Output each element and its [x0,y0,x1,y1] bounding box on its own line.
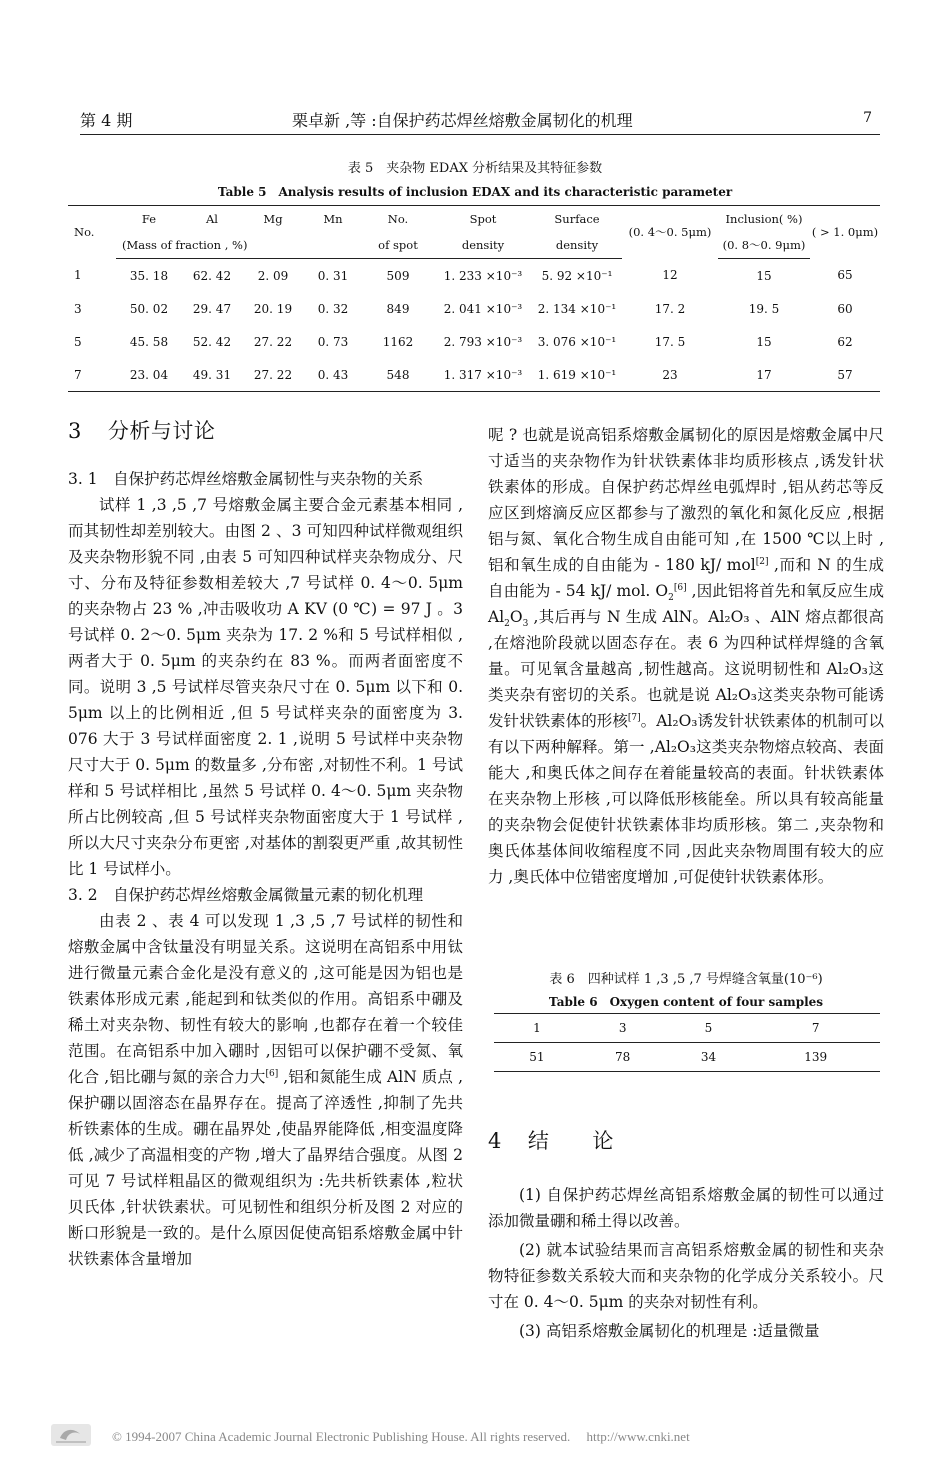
cell-range-2: 17 [718,358,810,392]
table5-caption-en: Table 5 Analysis results of inclusion EDAX and its characteristic parameter [217,185,733,199]
cell-range-3: 65 [837,268,853,283]
cell-mg: 27. 22 [253,334,293,349]
cell-spots: 548 [362,358,434,392]
cell-range-3: 60 [837,301,853,316]
cell-fe: 50. 02 [129,301,169,316]
paragraph-text: ,因此铝将首先和氧反应生成 Al [488,582,885,626]
oxygen-value: 51 [494,1043,580,1072]
th-fe: Fe [116,206,182,233]
th-mn: Mn [304,206,362,233]
sample-label: 3 [580,1014,666,1043]
cell-range-2: 15 [756,268,772,283]
th-no-spot-1: No. [362,206,434,233]
table5-caption-cn: 表 5 夹杂物 EDAX 分析结果及其特征参数 [347,161,603,176]
cell-range-2: 19. 5 [748,301,780,316]
cell-spot-density: 1. 233 ×10⁻³ [443,268,523,283]
publisher-logo-icon [50,1422,94,1448]
th-surface-density-1: Surface [532,206,622,233]
sample-label: 7 [751,1014,880,1043]
cell-surface-density: 3. 076 ×10⁻¹ [537,334,617,349]
running-header [80,108,880,135]
issue-label: 第 4 期 [80,111,133,130]
cell-no: 1 [74,268,82,283]
th-al: Al [182,206,242,233]
paragraph-text: 由表 2 、表 4 可以发现 1 ,3 ,5 ,7 号试样的韧性和熔敷金属中含钛量没有明显关系。这说明在高铝系中用钛进行微量元素合金化是没有意义的 ,这可能是因为铝也是铁素体形成元素 ,能起到和钛类似的作用。高铝系中硼及稀土对夹杂物、韧性有较大的影响 ,也都存在着一个较佳范围。在高铝系中加入硼时 ,因铝可以保护硼不受氮、氧化合 ,铝比硼与氮的亲合力大 [68,912,463,1086]
paragraph-text: ,铝和氮能生成 AlN 质点 ,保护硼以固溶态在晶界存在。提高了淬透性 ,抑制了先共析铁素体的生成。硼在晶界处 ,使晶界能降低 ,相变温度降低 ,减少了高温相变的产物 ,增大了晶界结合强度。从图 2 可见 7 号试样粗晶区的微观组织为 :先共析铁素体 ,粒状贝氏体 ,针状铁素状。可见韧性和组织分析及图 2 对应的断口形貌是一致的。是什么原因促使高铝系熔敷金属中针状铁素体含量增加 [68,1068,463,1268]
th-range-3: ( > 1. 0μm) [810,206,880,259]
citation-ref: [2] [755,556,769,567]
copyright-text: © 1994-2007 China Academic Journal Electronic Publishing House. All rights reserved. http://www.cnki.net [112,1429,690,1444]
table-row [68,325,880,358]
table5 [68,205,880,392]
subscript: 2 [504,619,510,630]
conclusion-1: (1) 自保护药芯焊丝高铝系熔敷金属的韧性可以通过添加微量硼和稀土得以改善。 [488,1186,884,1230]
oxygen-value: 139 [751,1043,880,1072]
cell-range-1: 12 [662,268,678,283]
oxygen-value: 78 [580,1043,666,1072]
paragraph-text: 。Al₂O₃诱发针状铁素体的机制可以有以下两种解释。第一 ,Al₂O₃这类夹杂物熔点较高、表面能大 ,和奥氏体之间存在着能量较高的表面。针状铁素体在夹杂物上形核 ,可以降低形核能垒。所以具有较高能量的夹杂物会促使针状铁素体非均质形核。第二 ,夹杂物和奥氏体基体间收缩程度不同 ,因此夹杂物周围有较大的应力 ,奥氏体中位错密度增加 ,可促使针状铁素体形。 [488,712,884,886]
cell-spot-density: 2. 793 ×10⁻³ [443,334,523,349]
table-row [494,1043,880,1072]
citation-ref: [7] [627,712,641,723]
cell-spots: 509 [386,268,410,283]
cell-range-3: 57 [810,358,880,392]
table-row [68,292,880,325]
subsection-3-1-title: 3. 1 自保护药芯焊丝熔敷金属韧性与夹杂物的关系 [68,470,424,488]
cell-no: 3 [74,301,82,316]
cell-spot-density: 1. 317 ×10⁻³ [434,358,532,392]
table-row [68,259,880,293]
paragraph-text: ,其后再与 N 生成 AlN。Al₂O₃ 、AlN 熔点都很高 ,在熔池阶段就以固态存在。表 6 为四种试样焊缝的含氧量。可见氧含量越高 ,韧性越高。这说明韧性和 Al₂O₃这类夹杂有密切的关系。也就是说 Al₂O₃这类夹杂物可能诱发针状铁素体的形核 [488,608,884,730]
cell-mg: 27. 22 [242,358,304,392]
cell-mn: 0. 43 [304,358,362,392]
cell-fe: 35. 18 [129,268,169,283]
cell-mg: 2. 09 [257,268,289,283]
conclusion-3: (3) 高铝系熔敷金属韧化的机理是 :适量微量 [519,1322,820,1340]
cell-surface-density: 2. 134 ×10⁻¹ [537,301,617,316]
cell-fe: 23. 04 [116,358,182,392]
cell-spots: 1162 [382,334,414,349]
subsection-3-1-paragraph: 试样 1 ,3 ,5 ,7 号熔敷金属主要合金元素基本相同 ,而其韧性却差别较大。由图 2 、3 可知四种试样微观组织及夹杂物形貌不同 ,由表 5 可知四种试样夹杂物成分、尺寸、分布及特征参数相差较大 ,7 号试样 0. 4～0. 5μm 的夹杂物占 23 % ,冲击吸收功 A KV (0 ℃) = 97 J 。3 号试样 0. 2～0. 5μm 夹杂为 17. 2 %和 5 号试样相似 ,两者大于 0. 5μm 的夹杂约在 83 %。而两者面密度不同。说明 3 ,5 号试样尽管夹杂尺寸在 0. 5μm 以下和 0. 5μm 以上的比例相近 ,但 5 号试样夹杂的面密度为 3. 076 大于 3 号试样面密度 2. 1 ,说明 5 号试样中夹杂物尺寸大于 0. 5μm 的数量多 ,分布密 ,对韧性不利。1 号试样和 5 号试样相比 ,虽然 5 号试样 0. 4～0. 5μm 夹杂物所占比例较高 ,但 5 号试样夹杂物面密度大于 1 号试样 ,所以大尺寸夹杂分布更密 ,对基体的割裂更严重 ,故其韧性比 1 号试样小。 [68,496,463,878]
cell-range-1: 17. 5 [654,334,686,349]
sample-label: 1 [494,1014,580,1043]
running-title: 栗卓新 ,等 :自保护药芯焊丝熔敷金属韧化的机理 [292,111,633,130]
subsection-3-2-paragraph [68,908,463,1272]
cell-spot-density: 2. 041 ×10⁻³ [443,301,523,316]
right-column [488,422,884,890]
cell-al: 52. 42 [192,334,232,349]
sample-label: 5 [666,1014,752,1043]
table-header-row [494,1014,880,1043]
cell-mn: 0. 73 [317,334,349,349]
cell-surface-density: 5. 92 ×10⁻¹ [541,268,613,283]
cell-range-1: 17. 2 [654,301,686,316]
page-footer [0,1422,950,1448]
page-number: 7 [863,110,872,126]
paragraph-text: 呢 ? 也就是说高铝系熔敷金属韧化的原因是熔敷金属中尺寸适当的夹杂物作为针状铁素体非均质形核点 ,诱发针状铁素体的形成。自保护药芯焊丝电弧焊时 ,铝从药芯等反应区到熔滴反应区都参与了激烈的氧化和氮化反应 ,根据铝与氮、氧化合物生成自由能可知 ,在 1500 ℃以上时 ,铝和氧生成的自由能为 - 180 kJ/ mol [488,426,884,574]
cell-no: 7 [68,358,116,392]
cell-al: 49. 31 [182,358,242,392]
table-row [68,358,880,392]
cell-mg: 20. 19 [253,301,293,316]
cell-range-1: 23 [622,358,718,392]
th-no-spot-2: of spot [362,232,434,259]
th-surface-density-2: density [532,232,622,259]
th-spot-density-1: Spot [434,206,532,233]
citation-ref: [6] [265,1068,279,1079]
oxygen-value: 34 [666,1043,752,1072]
th-range-2: (0. 8～0. 9μm) [718,232,810,259]
cell-mn: 0. 32 [317,301,349,316]
cell-al: 29. 47 [192,301,232,316]
cell-fe: 45. 58 [129,334,169,349]
cell-surface-density: 1. 619 ×10⁻¹ [532,358,622,392]
th-inclusion: Inclusion( %) [718,206,810,233]
section-3-number: 3 [68,419,82,443]
th-mg: Mg [242,206,304,233]
paragraph-text: ,而和 N 的生成自由能为 - 54 kJ/ mol. O [488,556,884,600]
left-column [68,418,463,1272]
section-4-number: 4 [488,1129,502,1153]
cell-no: 5 [74,334,82,349]
citation-ref: [6] [673,582,687,593]
table6 [494,1013,880,1072]
conclusions-block [488,1128,884,1344]
cell-range-2: 15 [756,334,772,349]
th-range-1: (0. 4～0. 5μm) [622,206,718,259]
table6-caption-en: Table 6 Oxygen content of four samples [548,995,824,1009]
section-4-title: 结 论 [527,1129,614,1153]
cell-al: 62. 42 [192,268,232,283]
table6-caption-cn: 表 6 四种试样 1 ,3 ,5 ,7 号焊缝含氧量(10⁻⁶) [549,972,823,987]
cell-range-3: 62 [837,334,853,349]
subsection-3-2-title: 3. 2 自保护药芯焊丝熔敷金属微量元素的韧化机理 [68,886,424,904]
th-no: No. [68,206,116,259]
formula-text: O [509,608,523,626]
cell-mn: 0. 31 [317,268,349,283]
subscript: 3 [522,619,529,630]
section-3-title: 分析与讨论 [107,419,216,443]
section-3-heading [68,418,463,444]
th-mass-fraction: (Mass of fraction , %) [116,232,362,259]
cell-spots: 849 [386,301,410,316]
section-4-heading [488,1128,884,1154]
th-spot-density-2: density [434,232,532,259]
subscript: 2 [668,593,674,604]
conclusion-2: (2) 就本试验结果而言高铝系熔敷金属的韧性和夹杂物特征参数关系较大而和夹杂物的化学成分关系较小。尺寸在 0. 4～0. 5μm 的夹杂对韧性有利。 [488,1241,884,1311]
discussion-paragraph [488,422,884,890]
